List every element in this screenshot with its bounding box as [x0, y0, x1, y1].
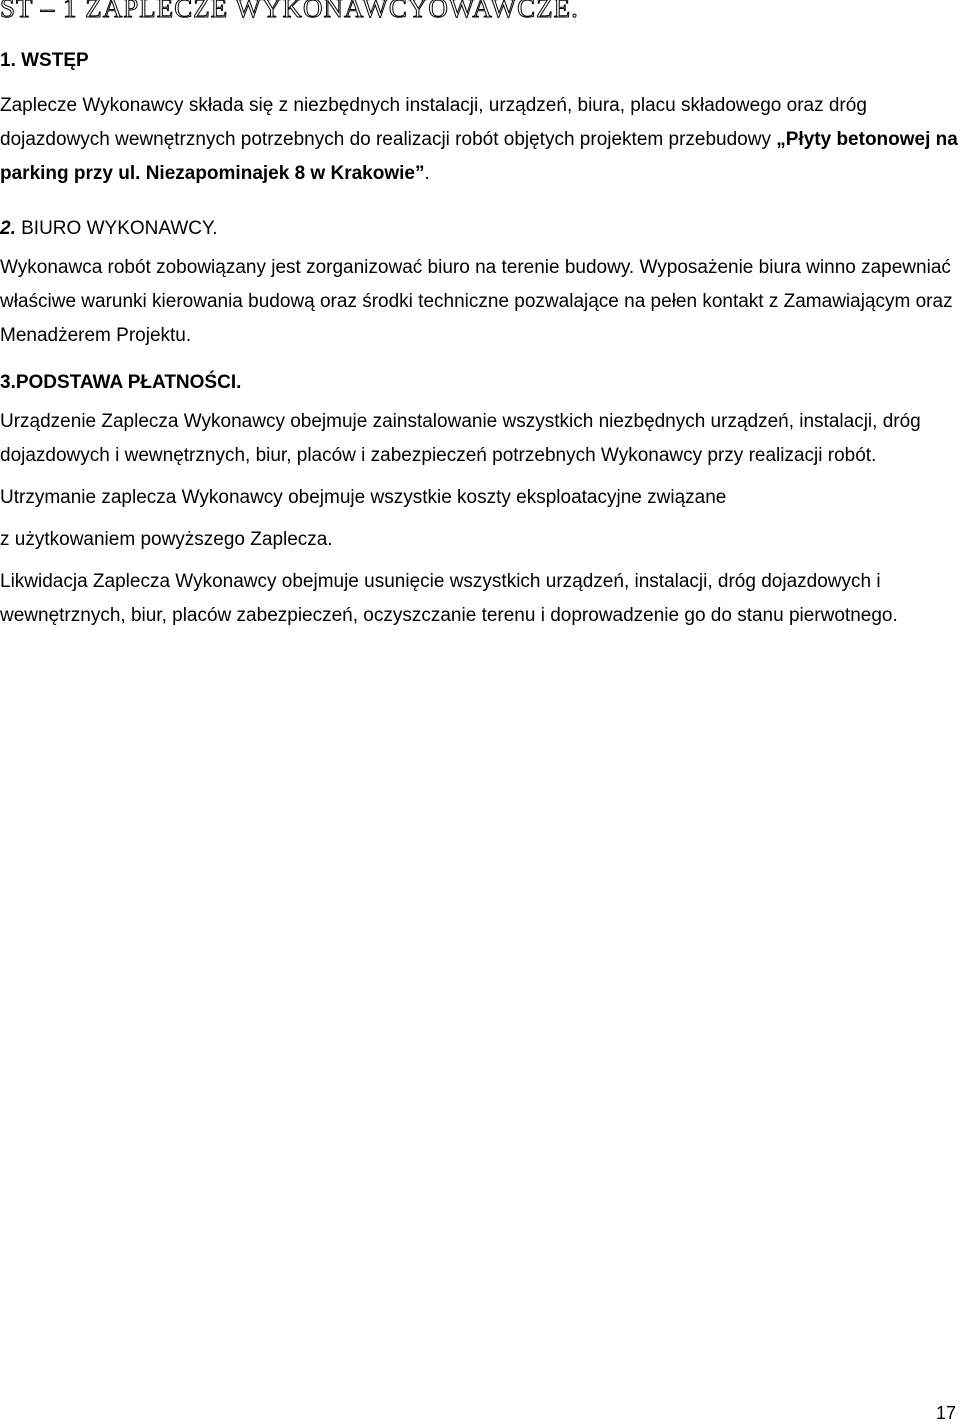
section-3-heading: 3.PODSTAWA PŁATNOŚCI. — [0, 372, 242, 393]
section-3-paragraph-1: Urządzenie Zaplecza Wykonawcy obejmuje zainstalowanie wszystkich niezbędnych urządzeń, instalacji, dróg dojazdowych i wewnętrznych, biur, placów i zabezpieczeń potrzebnych Wykonawcy przy realizacji robót. — [0, 411, 921, 466]
section-2-heading — [0, 215, 958, 243]
project-name: „Płyty betonowej na parking przy ul. Niezapominajek 8 w Krakowie” — [0, 129, 958, 184]
section-3-paragraph-3: Likwidacja Zaplecza Wykonawcy obejmuje usunięcie wszystkich urządzeń, instalacji, dróg dojazdowych i wewnętrznych, biur, placów zabezpieczeń, oczyszczanie terenu i doprowadzenie go do stanu pierwotnego. — [0, 571, 898, 626]
section-3-paragraph-2-line-2: z użytkowaniem powyższego Zaplecza. — [0, 529, 333, 550]
section-2-title: BIURO WYKONAWCY. — [15, 218, 218, 239]
page-header: ST – 1 ZAPLECZE WYKONAWCYOWAWCZE. — [0, 0, 579, 23]
document-body — [0, 47, 958, 633]
section-3-paragraph-2-line-1: Utrzymanie zaplecza Wykonawcy obejmuje wszystkie koszty eksploatacyjne związane — [0, 487, 727, 508]
section-2-paragraph: Wykonawca robót zobowiązany jest zorganizować biuro na terenie budowy. Wyposażenie biura winno zapewniać właściwe warunki kierowania budową oraz środki techniczne pozwalające na pełen kontakt z Zamawiającym oraz Menadżerem Projektu. — [0, 257, 953, 346]
section-1-paragraph — [0, 89, 958, 191]
section-1-heading: 1. WSTĘP — [0, 50, 89, 71]
section-1-text: Zaplecze Wykonawcy składa się z niezbędnych instalacji, urządzeń, biura, placu składowego oraz dróg dojazdowych wewnętrznych potrzebnych do realizacji robót objętych projektem przebudowy — [0, 95, 867, 150]
page-number: 17 — [935, 1403, 956, 1423]
section-2-number: 2. — [0, 218, 16, 239]
section-1-end: . — [424, 163, 430, 184]
